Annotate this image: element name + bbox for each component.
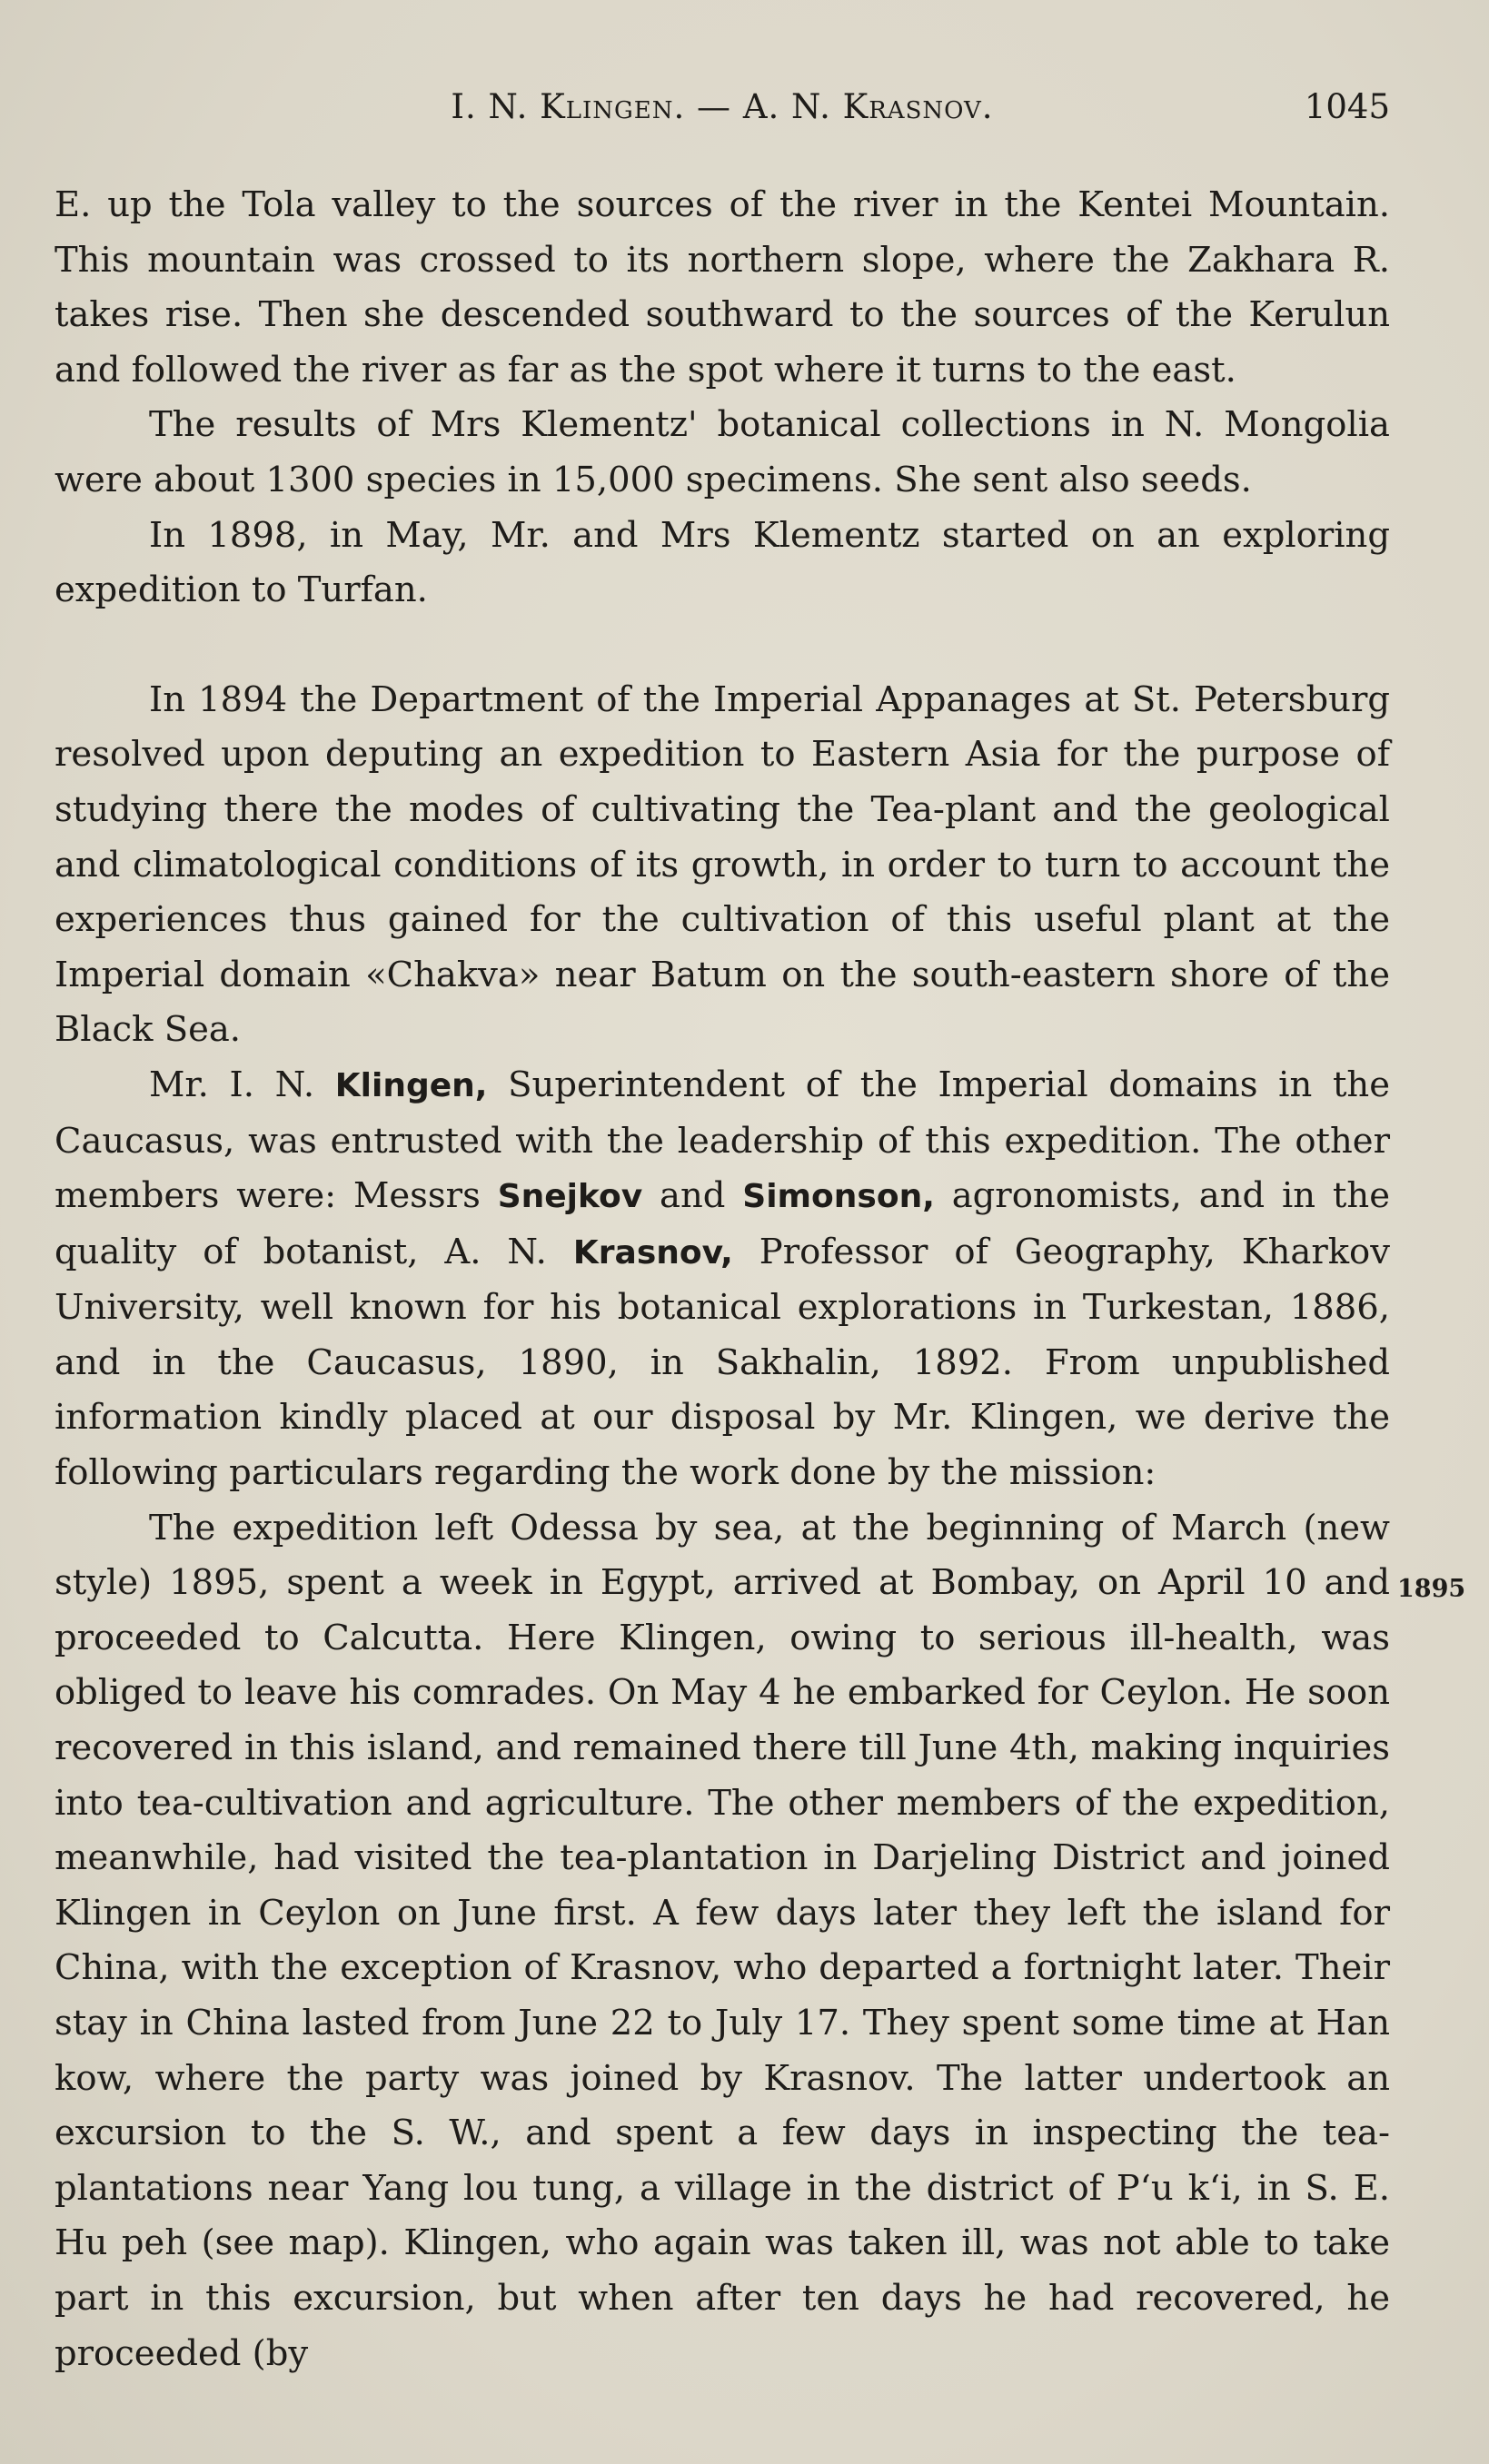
paragraph: In 1894 the Department of the Imperial Appanages at St. Petersburg resolved upon deputing an expedition to Eastern Asia for the purpose of studying there the modes of cultivating the Tea-plant and the geological and climatological conditions of its growth, in order to turn to account the experiences thus gained for the cultivation of this useful plant at the Imperial domain «Chakva» near Batum on the south-eastern shore of the Black Sea. (55, 678, 1390, 1051)
text-run: Professor of Geography, Kharkov University, well known for his botanical explorations in Turkestan, 1886, and in the Caucasus, 1890, in Sakhalin, 1892. From unpublished information kindly placed at our disposal by Mr. Klingen, we derive the following particulars regarding the work done by the mission: (55, 1231, 1390, 1494)
text-run: Superintendent of the Imperial domains in the Caucasus, was entrusted with the leadership of this expedition. The other members were: Messrs (55, 1064, 1390, 1217)
running-head-part: I. N. (451, 87, 541, 126)
paragraph: The results of Mrs Klementz' botanical collections in N. Mongolia were about 1300 species in 15,000 specimens. She sent also seeds. (55, 404, 1390, 500)
paragraph: The expedition left Odessa by sea, at the beginning of March (new style) 1895, spent a week in Egypt, arrived at Bombay, on April 10 and proceeded to Calcutta. Here Klingen, owing to serious ill-health, was obliged to leave his comrades. On May 4 he embarked for Ceylon. He soon recovered in this island, and remained there till June 4th, making inquiries into tea-cultivation and agriculture. The other members of the expedition, meanwhile, had visited the tea-plantation in Darjeling District and joined Klingen in Ceylon on June first. A few days later they left the island for China, with the exception of Krasnov, who departed a fortnight later. Their stay in China lasted from June 22 to July 17. They spent some time at Han kow, where the party was joined by Krasnov. The latter undertook an excursion to the S. W., and spent a few days in inspecting the tea-plantations near Yang lou tung, a village in the district of Pʻu kʻi, in S. E. Hu peh (see map). Klingen, who again was taken ill, was not able to take part in this excursion, but when after ten days he had recovered, he proceeded (by (55, 1507, 1390, 2374)
person-name-snejkov: Snejkov (497, 1178, 643, 1216)
text-run: and (642, 1175, 743, 1217)
page-number: 1045 (1304, 87, 1390, 126)
running-head (55, 87, 1390, 126)
body-text (55, 178, 1390, 2381)
paragraph: E. up the Tola valley to the sources of the river in the Kentei Mountain. This mountain was crossed to its northern slope, where the Zakhara R. takes rise. Then she descended southward to the sources of the Kerulun and followed the river as far as the spot where it turns to the east. (55, 184, 1390, 391)
running-head-part: . — A. N. (673, 87, 843, 126)
paragraph (55, 1058, 1390, 1501)
person-name-simonson: Simonson, (742, 1178, 935, 1216)
page-header (55, 87, 1390, 142)
person-name-krasnov: Krasnov, (572, 1233, 733, 1272)
running-head-name-krasnov: Krasnov (842, 87, 982, 126)
text-run: Mr. I. N. (149, 1064, 335, 1105)
running-head-name-klingen: Klingen (540, 87, 674, 126)
person-name-klingen: Klingen, (334, 1066, 488, 1104)
text-run: agronomists, and in the quality of botanist, A. N. (55, 1175, 1390, 1272)
paragraph: In 1898, in May, Mr. and Mrs Klementz started on an exploring expedition to Turfan. (55, 514, 1390, 611)
running-head-part: . (981, 87, 994, 126)
margin-year-note: 1895 (1397, 1575, 1466, 1603)
